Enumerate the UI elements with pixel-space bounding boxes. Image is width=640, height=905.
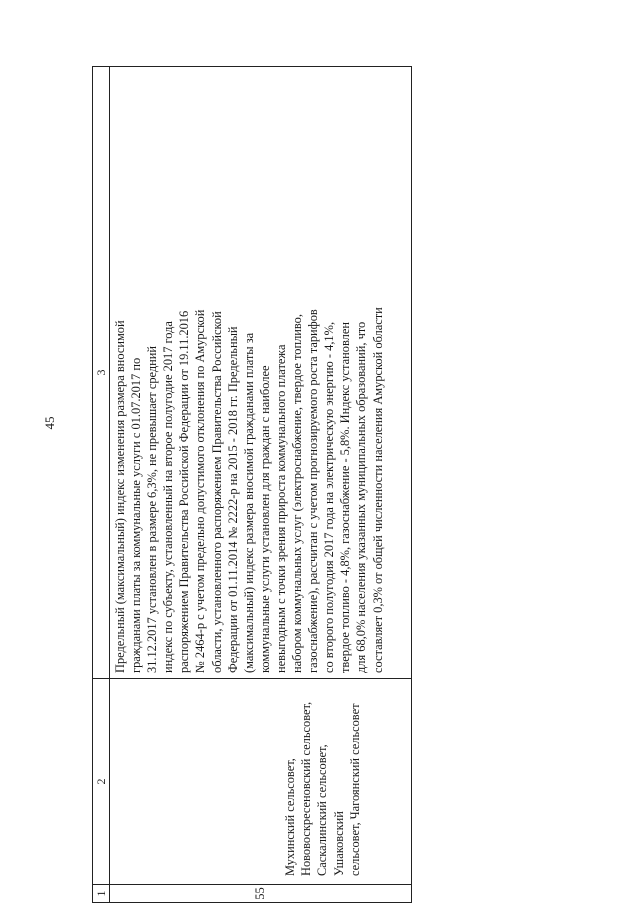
description-line: гражданами платы за коммунальные услуги с 01.07.2017 по bbox=[129, 357, 144, 673]
column-header-3: 3 bbox=[93, 67, 110, 679]
description-line: составляет 0,3% от общей численности населения Амурской области bbox=[370, 307, 385, 673]
column-header-2: 2 bbox=[93, 679, 110, 885]
row-number: 55 bbox=[110, 885, 412, 903]
rotated-table-container bbox=[92, 67, 412, 903]
description-line: № 2464-р с учетом предельно допустимого отклонения по Амурской bbox=[193, 309, 208, 673]
description-line: набором коммунальных услуг (электроснабжение, твердое топливо, bbox=[290, 314, 305, 673]
description-line: области, установленного распоряжением Правительства Российской bbox=[209, 311, 224, 673]
column-header-1: 1 bbox=[93, 885, 110, 903]
data-table bbox=[92, 66, 412, 903]
settlement-line: Саскалинский сельсовет, Ушаковский bbox=[315, 744, 346, 876]
description-line: газоснабжение), рассчитан с учетом прогнозируемого роста тарифов bbox=[306, 309, 321, 673]
settlements-cell bbox=[110, 679, 412, 885]
description-line: коммунальные услуги установлен для граждан с наиболее bbox=[257, 365, 272, 673]
description-line: распоряжением Правительства Российской Федерации от 19.11.2016 bbox=[177, 310, 192, 673]
description-cell bbox=[110, 67, 412, 679]
settlement-line: Нововоскресеновский сельсовет, bbox=[299, 701, 314, 876]
description-line: индекс по субъекту, установленный на второе полугодие 2017 года bbox=[161, 321, 176, 673]
description-line: (максимальный) индекс размера вносимой гражданами платы за bbox=[241, 332, 256, 673]
description-line: твердое топливо - 4,8%, газоснабжение - 5,8%. Индекс установлен bbox=[338, 322, 353, 673]
description-line: невыгодным с точки зрения прироста коммунального платежа bbox=[273, 344, 288, 673]
settlement-line: сельсовет, Чагоянский сельсовет bbox=[347, 703, 362, 876]
description-line: для 68,0% населения указанных муниципальных образований, что bbox=[354, 321, 369, 673]
table-header-row bbox=[93, 67, 110, 903]
page-number: 45 bbox=[42, 416, 57, 430]
settlement-line: Мухинский сельсовет, bbox=[283, 758, 297, 876]
description-line: Федерации от 01.11.2014 № 2222-р на 2015 - 2018 гг. Предельный bbox=[225, 326, 240, 673]
description-line: со второго полугодия 2017 года на электрическую энергию - 4,1%, bbox=[322, 321, 337, 673]
table-row bbox=[110, 67, 412, 903]
description-line: 31.12.2017 установлен в размере 6,3%, не превышает средний bbox=[145, 345, 160, 673]
description-line: Предельный (максимальный) индекс изменения размера вносимой bbox=[113, 320, 127, 673]
